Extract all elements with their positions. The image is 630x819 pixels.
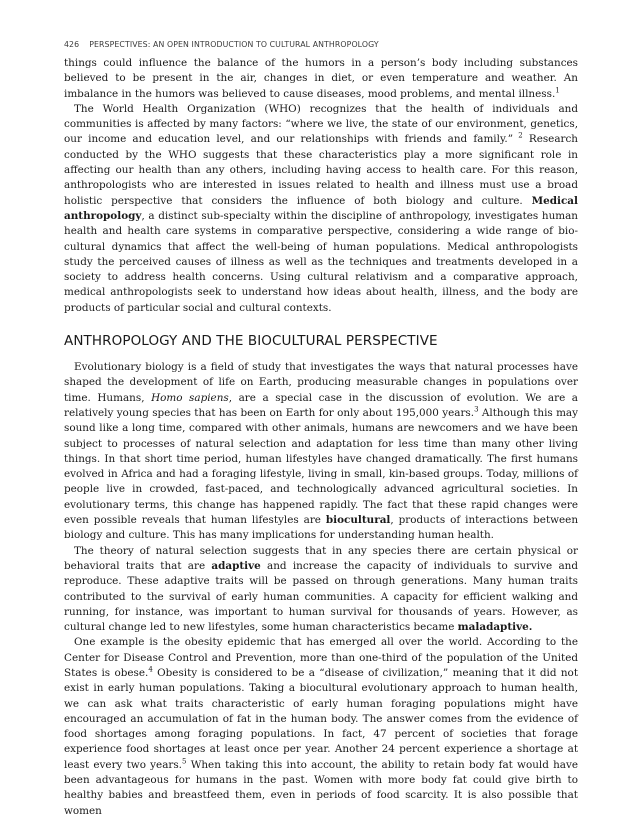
- key-term: adaptive: [211, 559, 261, 572]
- text-run: things could influence the balance of the humors in a person’s body including substances believed to be present in the air, changes in diet, or even temperature and weather. An imbalance in the humors was believed to cause diseases, mood problems, and mental illness.: [64, 57, 578, 100]
- footnote-ref: 3: [474, 405, 479, 414]
- footnote-ref: 5: [182, 757, 187, 766]
- text-run: When taking this into account, the ability to retain body fat would have been advantageous for humans in the past. Women with more body fat could give birth to healthy babies and breastfeed them, even in periods of food scarcity. It is also possible that women: [64, 758, 578, 817]
- key-term: biocultural: [325, 514, 391, 527]
- text-run: The World Health Organization (WHO) recognizes that the health of individuals and communities is affected by many factors: “where we live, the state of our environment, genetics, our income and education level, and our relationships with friends and family.”: [64, 102, 578, 146]
- footnote-ref: 4: [148, 665, 153, 674]
- key-term: maladaptive.: [457, 621, 533, 634]
- text-run: Although this may sound like a long time, compared with other animals, humans are newcomers and we have been subject to processes of natural selection and adaptation for less time than many other living things. In that short time period, human lifestyles have changed dramatically. The first humans evolved in Africa and had a foraging lifestyle, living in small, kin-based groups. Today, millions of people live in crowded, fast-paced, and technologically advanced agricultural societies. In evolutionary terms, this change has happened rapidly. The fact that these rapid changes were even possible reveals that human lifestyles are: [64, 406, 578, 527]
- paragraph: [64, 544, 578, 636]
- text-run: , are a special case in the discussion of evolution. We are a relatively young species that has been on Earth for only about 195,000 years.: [64, 391, 578, 419]
- paragraph: [64, 360, 578, 544]
- book-title: PERSPECTIVES: AN OPEN INTRODUCTION TO CULTURAL ANTHROPOLOGY: [89, 40, 379, 49]
- text-run: Evolutionary biology is a field of study that investigates the ways that natural processes have shaped the development of life on Earth, producing measurable changes in populations over time. Humans,: [64, 361, 578, 404]
- text-run: , a distinct sub-specialty within the discipline of anthropology, investigates human health and health care systems in comparative perspective, considering a wide range of bio-cultural dynamics that affect the well-being of human populations. Medical anthropologists study the perceived causes of illness as well as the techniques and treatments developed in a society to address health concerns. Using cultural relativism and a comparative approach, medical anthropologists seek to understand how ideas about health, illness, and the body are products of particular social and cultural contexts.: [64, 209, 578, 314]
- text-run: Obesity is considered to be a “disease of civilization,” meaning that it did not exist in early human populations. Taking a biocultural evolutionary approach to human health, we can ask what traits characteristic of early human foraging populations might have encouraged an accumulation of fat in the human body. The answer comes from the evidence of food shortages among foraging populations. In fact, 47 percent of societies that forage experience food shortages at least once per year. Another 24 percent experience a shortage at least every two years.: [64, 666, 578, 771]
- page-number: 426: [64, 40, 80, 49]
- paragraph: [64, 56, 578, 102]
- footnote-ref: 2: [513, 132, 523, 141]
- paragraph: [64, 635, 578, 819]
- text-run: The theory of natural selection suggests that in any species there are certain physical or behavioral traits that are: [64, 544, 578, 572]
- running-head: [64, 40, 584, 49]
- text-run: One example is the obesity epidemic that has emerged all over the world. According to the Center for Disease Control and Prevention, more than one-third of the population of the United States is obese.: [64, 636, 578, 679]
- text-run: and increase the capacity of individuals to survive and reproduce. These adaptive traits will be passed on through generations. Many human traits contributed to the survival of early human communities. A capacity for efficient walking and running, for instance, was important to human survival for thousands of years. However, as cultural change led to new lifestyles, some human characteristics became: [64, 559, 578, 634]
- body-text: [64, 56, 578, 819]
- paragraph: [64, 102, 578, 316]
- key-term: Medical anthropology: [64, 194, 578, 222]
- section-heading: ANTHROPOLOGY AND THE BIOCULTURAL PERSPECTIVE: [64, 333, 438, 350]
- text-run: Research conducted by the WHO suggests that these characteristics play a more significant role in affecting our health than any others, including having access to health care. For this reason, anthropologists who are interested in issues related to health and illness must use a broad holistic perspective that considers the influence of both biology and culture.: [64, 133, 578, 207]
- italic-term: Homo sapiens: [151, 391, 229, 404]
- footnote-ref: 1: [555, 86, 560, 95]
- text-run: , products of interactions between biology and culture. This has many implications for understanding human health.: [64, 514, 579, 542]
